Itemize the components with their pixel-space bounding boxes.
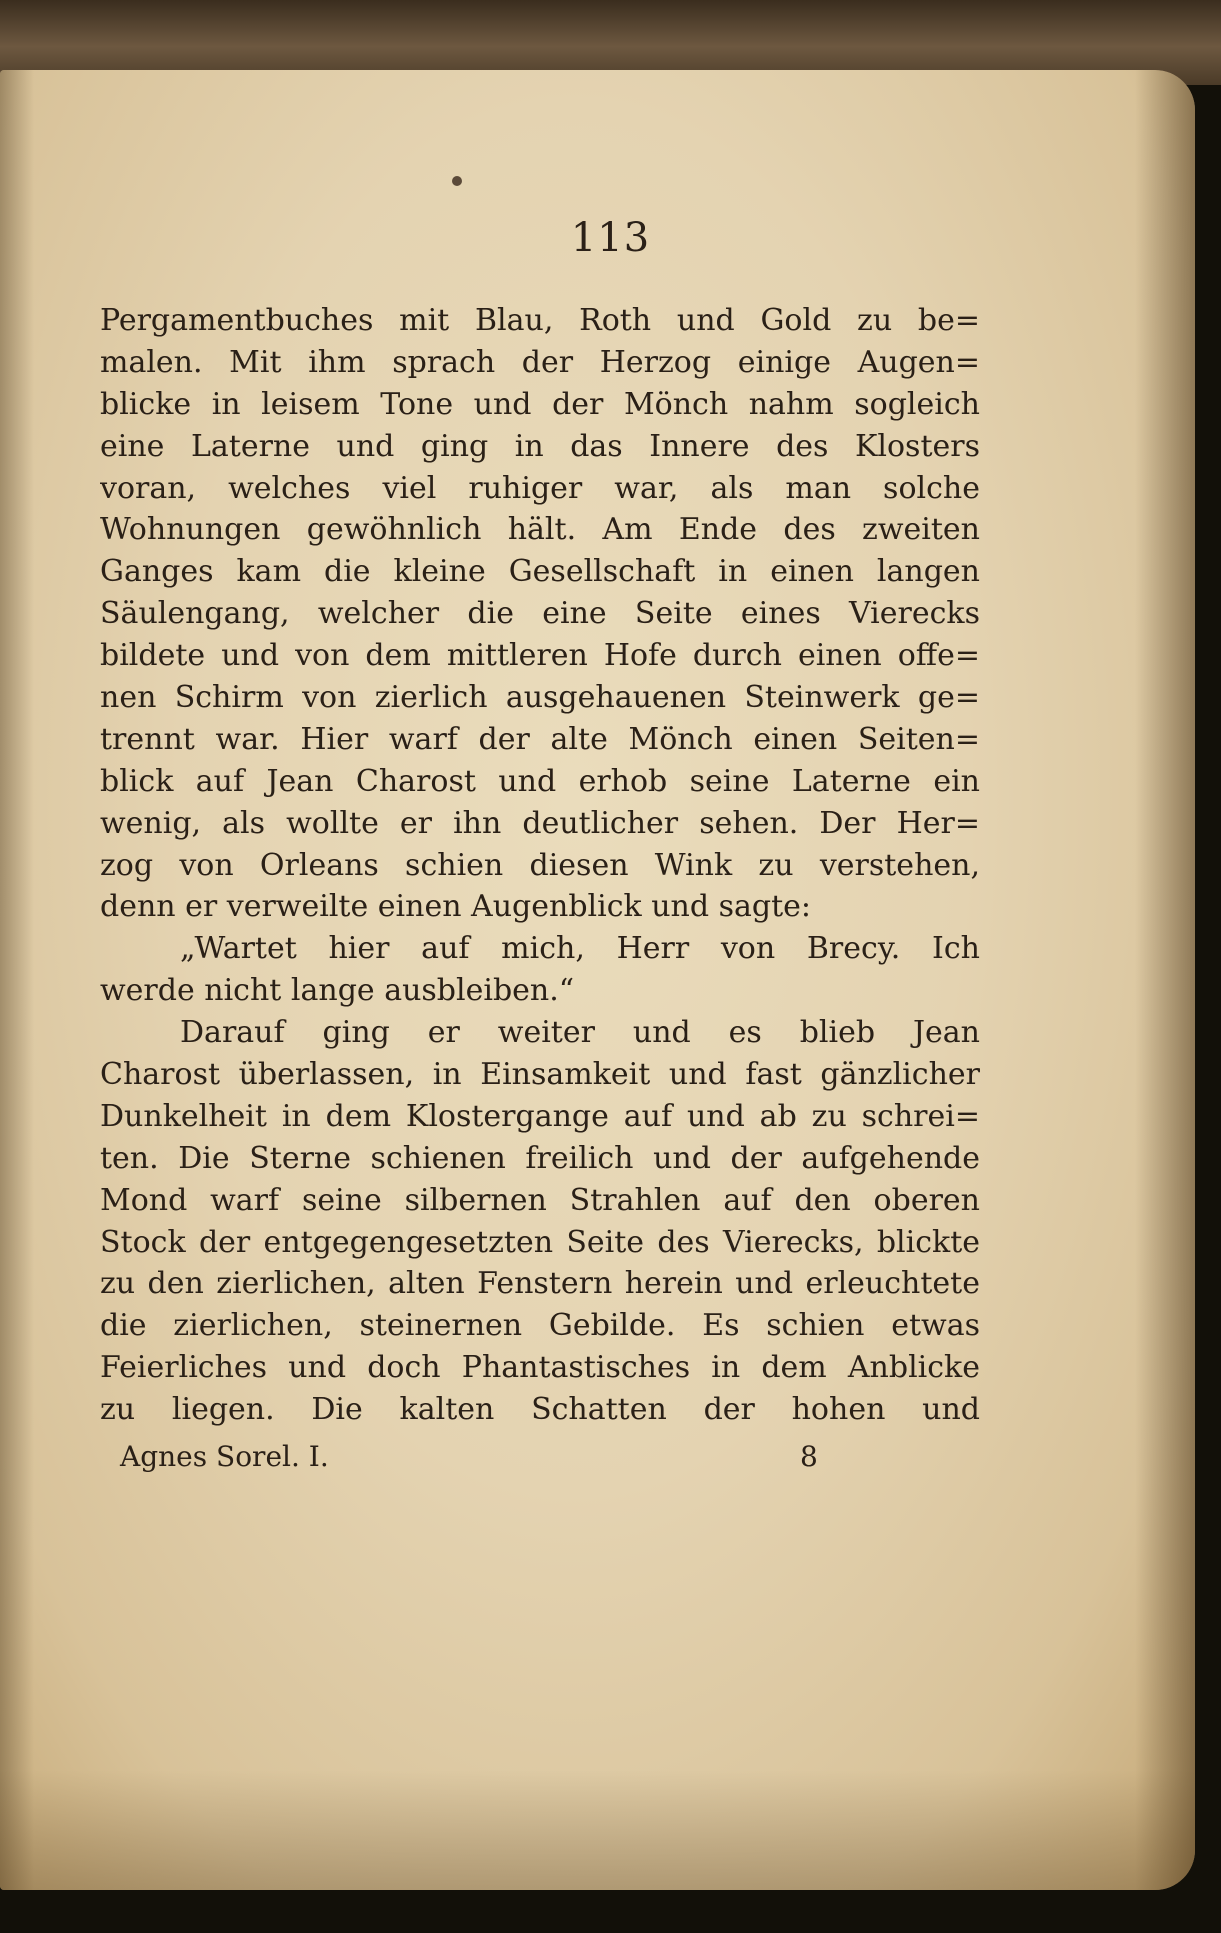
- page-gutter-shadow: [0, 70, 34, 1890]
- text-line: Dunkelheit in dem Klostergange auf und ab zu schrei=: [100, 1098, 980, 1134]
- text-line: denn er verweilte einen Augenblick und sagte:: [100, 889, 812, 925]
- text-line: wenig, als wollte er ihn deutlicher sehen. Der Her=: [100, 805, 980, 841]
- text-line: Säulengang, welcher die eine Seite eines Vierecks: [100, 596, 980, 632]
- text-line: voran, welches viel ruhiger war, als man solche: [100, 470, 980, 506]
- page-bottom-shadow: [0, 1770, 1195, 1890]
- text-line: nen Schirm von zierlich ausgehauenen Steinwerk ge=: [100, 680, 980, 716]
- text-line: Pergamentbuches mit Blau, Roth und Gold zu be=: [100, 303, 980, 338]
- text-line: blick auf Jean Charost und erhob seine Laterne ein: [100, 763, 980, 799]
- ink-speck: [452, 176, 462, 186]
- page-footer: [120, 1440, 840, 1480]
- text-line: malen. Mit ihm sprach der Herzog einige Augen=: [100, 344, 980, 380]
- text-line: bildete und von dem mittleren Hofe durch einen offe=: [100, 638, 980, 674]
- text-line: Feierliches und doch Phantastisches in dem Anblicke: [100, 1350, 980, 1386]
- page-number: 113: [570, 215, 651, 261]
- text-line: zog von Orleans schien diesen Wink zu verstehen,: [100, 847, 980, 883]
- body-text: [100, 300, 980, 1431]
- text-line: Darauf ging er weiter und es blieb Jean: [180, 1015, 980, 1051]
- text-line: Stock der entgegengesetzten Seite des Vierecks, blickte: [100, 1224, 980, 1260]
- text-line: Mond warf seine silbernen Strahlen auf den oberen: [100, 1182, 980, 1218]
- text-line: eine Laterne und ging in das Innere des Klosters: [100, 428, 980, 464]
- text-line: blicke in leisem Tone und der Mönch nahm sogleich: [100, 386, 980, 422]
- text-line: Charost überlassen, in Einsamkeit und fast gänzlicher: [100, 1057, 980, 1093]
- text-line: ten. Die Sterne schienen freilich und der aufgehende: [100, 1140, 980, 1176]
- text-line: „Wartet hier auf mich, Herr von Brecy. Ich: [180, 931, 980, 967]
- sheet-number: 8: [800, 1440, 818, 1473]
- text-line: zu den zierlichen, alten Fenstern herein und erleuchtete: [100, 1266, 980, 1302]
- text-line: zu liegen. Die kalten Schatten der hohen und: [100, 1392, 980, 1428]
- text-line: trennt war. Hier warf der alte Mönch einen Seiten=: [100, 721, 980, 757]
- text-line: Wohnungen gewöhnlich hält. Am Ende des zweiten: [100, 512, 980, 548]
- text-line: die zierlichen, steinernen Gebilde. Es schien etwas: [100, 1308, 980, 1344]
- text-line: Ganges kam die kleine Gesellschaft in einen langen: [100, 554, 980, 590]
- text-line: werde nicht lange ausbleiben.“: [100, 973, 575, 1009]
- book-signature: Agnes Sorel. I.: [120, 1440, 329, 1473]
- page-edge-shadow: [1135, 70, 1195, 1890]
